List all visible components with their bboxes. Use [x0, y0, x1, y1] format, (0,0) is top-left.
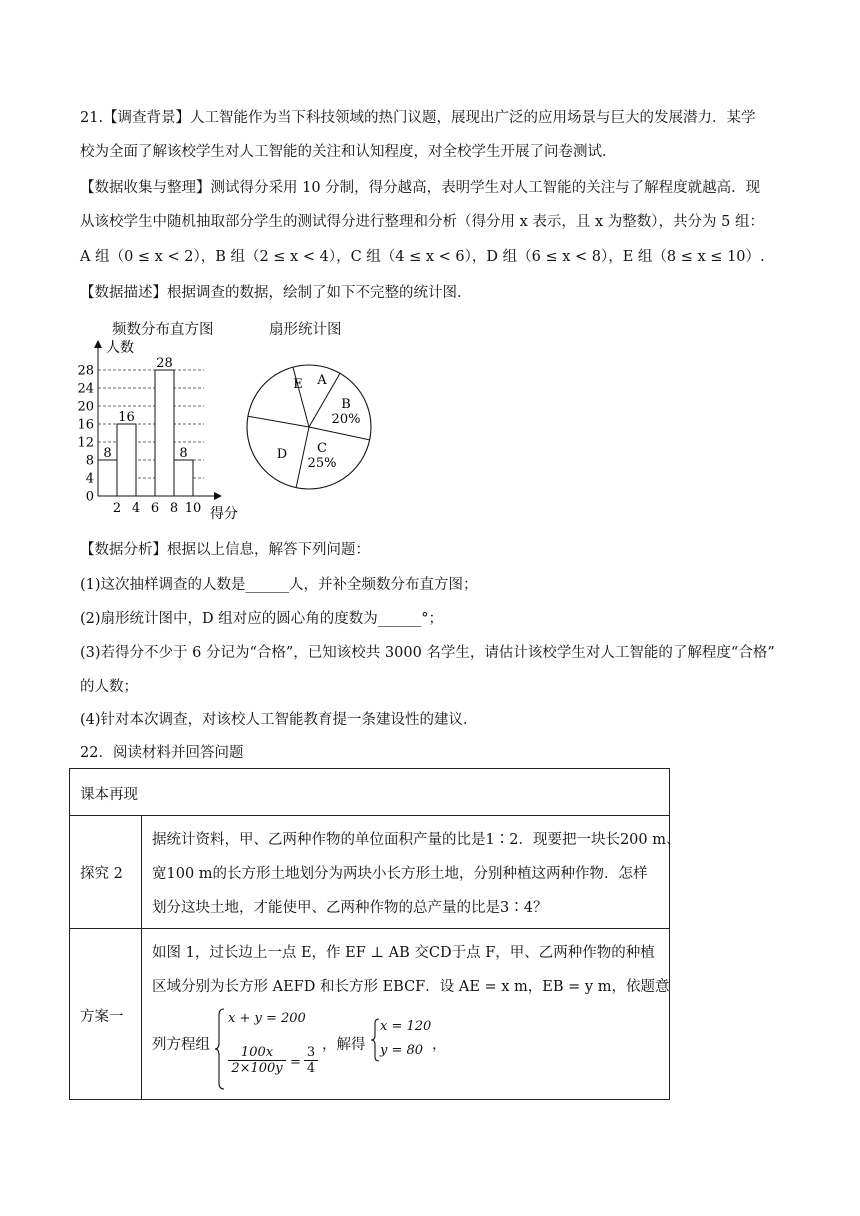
q21-part-1: (1)这次抽样调查的人数是______人，并补全频数分布直方图；	[80, 577, 478, 593]
plan-line-1: 如图 1，过长边上一点 E，作 EF ⊥ AB 交CD于点 F，甲、乙两种作物的种植	[152, 945, 655, 961]
histogram-bar	[155, 370, 174, 496]
histogram-bar	[174, 460, 193, 496]
y-tick-label: 0	[85, 489, 94, 505]
q21-line-3: 【数据收集与整理】测试得分采用 10 分制，得分越高，表明学生对人工智能的关注与了解程度就越高．现	[80, 180, 761, 196]
q21-part-4: (4)针对本次调查，对该校人工智能教育提一条建设性的建议．	[80, 712, 478, 728]
x-tick-label: 10	[184, 501, 202, 516]
bar-value-label: 16	[118, 410, 135, 425]
x-tick-label: 8	[169, 501, 179, 516]
y-tick-label: 20	[77, 399, 94, 415]
explore-line-1: 据统计资料，甲、乙两种作物的单位面积产量的比是1∶2．现要把一块长200 m、	[152, 832, 681, 848]
solution-tail: ，	[432, 1037, 447, 1053]
y-axis-arrow	[94, 340, 102, 348]
solution-2: y = 80	[380, 1043, 424, 1058]
histogram-bar	[117, 424, 136, 496]
eq2-equals: =	[290, 1055, 301, 1070]
equation-1: x + y = 200	[228, 1011, 306, 1026]
y-tick-label: 4	[85, 471, 94, 487]
equation-2-fraction	[228, 1045, 286, 1076]
explore-line-3: 划分这块土地，才能使甲、乙两种作物的总产量的比是3∶4？	[152, 900, 548, 916]
q21-data-description: 【数据描述】根据调查的数据，绘制了如下不完整的统计图．	[80, 285, 472, 301]
pie-slice-percent: 20%	[331, 412, 361, 427]
pie-slice-label: B	[341, 397, 351, 412]
q21-part-3: (3)若得分不少于 6 分记为“合格”，已知该校共 3000 名学生，请估计该校学生对人工智能的了解程度“合格”	[80, 645, 775, 661]
x-tick-label: 6	[150, 501, 160, 516]
x-axis-arrow	[214, 492, 222, 500]
q21-group-ranges: A 组（0 ≤ x < 2），B 组（2 ≤ x < 4），C 组（4 ≤ x < 6），D 组（6 ≤ x < 8），E 组（8 ≤ x ≤ 10）.	[80, 249, 765, 265]
pie-slice-label: D	[276, 447, 288, 462]
equation-brace	[214, 1007, 226, 1091]
x-tick-label: 2	[112, 501, 122, 516]
y-tick-label: 28	[77, 363, 94, 379]
pie-slice-percent: 25%	[307, 456, 337, 471]
y-tick-label: 24	[77, 381, 94, 397]
table-row-header	[70, 769, 669, 816]
histogram-bar	[98, 460, 117, 496]
q21-line-1: 21.【调查背景】人工智能作为当下科技领域的热门议题，展现出广泛的应用场景与巨大的发展潜力．某学	[80, 110, 756, 126]
y-tick-label: 16	[77, 417, 94, 433]
q21-line-2: 校为全面了解该校学生对人工智能的关注和认知程度，对全校学生开展了问卷测试．	[80, 144, 617, 160]
row-label-plan-one: 方案一	[80, 1009, 124, 1025]
histogram-x-label: 得分	[210, 506, 238, 520]
solution-brace	[370, 1017, 380, 1063]
frequency-histogram	[76, 340, 246, 520]
plan-line-2: 区域分别为长方形 AEFD 和长方形 EBCF．设 AE = x m，EB = y m，依题意	[152, 979, 670, 995]
y-tick-label: 8	[85, 453, 94, 469]
bar-value-label: 28	[156, 356, 173, 371]
pie-title: 扇形统计图	[269, 322, 342, 338]
histogram-bars	[98, 356, 193, 496]
explore-line-2: 宽100 m的长方形土地划分为两块小长方形土地，分别种植这两种作物．怎样	[152, 866, 648, 882]
eq2-numerator: 100x	[240, 1045, 274, 1060]
pie-chart	[244, 362, 374, 492]
table-row-explore	[70, 816, 681, 929]
eq2-rhs-numerator: 3	[306, 1045, 316, 1060]
histogram-title: 频数分布直方图	[112, 322, 214, 338]
solve-word: ，解得	[322, 1037, 366, 1053]
bar-value-label: 8	[179, 446, 188, 461]
material-table	[69, 768, 681, 1100]
q21-part-2: (2)扇形统计图中，D 组对应的圆心角的度数为______°；	[80, 611, 444, 627]
pie-slice-label: C	[317, 441, 327, 456]
x-tick-label: 4	[131, 501, 141, 516]
eq2-denominator: 2×100y	[228, 1060, 286, 1076]
table-header-text: 课本再现	[80, 787, 138, 803]
bar-value-label: 8	[103, 446, 112, 461]
q21-part-3-cont: 的人数；	[80, 679, 138, 695]
pie-slice-label: A	[317, 373, 327, 388]
solution-1: x = 120	[380, 1019, 432, 1034]
equation-2-rhs	[304, 1045, 318, 1076]
table-row-plan-one	[70, 929, 669, 1099]
q21-line-4: 从该校学生中随机抽取部分学生的测试得分进行整理和分析（得分用 x 表示，且 x 为整数），共分为 5 组：	[80, 214, 764, 230]
pie-slice-label: E	[293, 377, 303, 392]
eq2-rhs-denominator: 4	[304, 1060, 318, 1076]
equation-prefix: 列方程组	[152, 1037, 210, 1053]
q21-analysis-heading: 【数据分析】根据以上信息，解答下列问题：	[80, 542, 370, 558]
histogram-y-label: 人数	[106, 340, 134, 356]
q22-title: 22．阅读材料并回答问题	[80, 745, 244, 761]
row-label-explore: 探究 2	[80, 866, 123, 882]
y-tick-label: 12	[77, 435, 94, 451]
